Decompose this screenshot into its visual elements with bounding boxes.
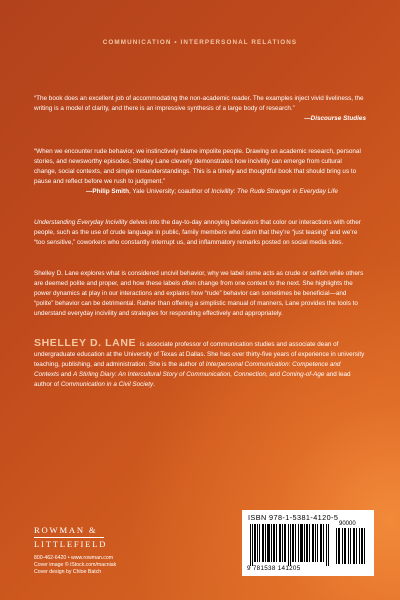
bio-book-3: Communication in a Civil Society	[60, 380, 154, 388]
review-quote-1	[34, 94, 366, 124]
bio-text-3: and lead author of	[34, 370, 351, 388]
cover-image-credit: Cover image © iStock.com/macniak	[34, 562, 117, 569]
bio-text-2: and	[59, 370, 74, 378]
review-quote-1-text: “The book does an excellent job of accommodating the non-academic reader. The examples inject vivid liveliness, the writing is a model of clarity, and there is an impressive synthesis of a large body of research.”	[34, 95, 364, 112]
publisher-logo-line-2: LITTLEFIELD	[34, 538, 108, 549]
isbn-number: ISBN 978-1-5381-4120-5	[248, 513, 339, 522]
publisher-logo-rule	[34, 537, 104, 538]
author-bio	[34, 339, 366, 390]
barcode-bars-addon	[336, 528, 366, 564]
barcode-digits: 9 781538 141205	[247, 565, 301, 572]
reviewer-book-title: Incivility: The Rude Stranger in Everyday Life	[211, 187, 338, 195]
author-name: SHELLEY D. LANE	[34, 337, 137, 349]
review-quote-2-text: “When we encounter rude behavior, we instinctively blame impolite people. Drawing on academic research, personal stories, and newsworthy episodes, Shelley Lane cleverly demonstrates how incivility can emerge from cultural change, social contexts, and simple misunderstandings. This is a timely and thoughtful book that should bring us to pause and reflect before we rush to judgment.”	[34, 148, 361, 185]
review-quote-1-source: —Discourse Studies	[304, 114, 366, 122]
reviewer-affiliation: , Yale University; coauthor of	[129, 187, 212, 195]
book-title: Understanding Everyday Incivility	[34, 219, 128, 226]
bio-text-1: is associate professor of communication studies and associate dean of undergraduate education at the University of Texas at Dallas. She has over thirty-five years of experience in university teaching, publishing, and administration. She is the author of	[34, 341, 365, 368]
isbn-barcode	[242, 510, 374, 576]
description-1-text: delves into the day-to-day annoying behaviors that color our interactions with other people, such as the use of crude language in public, family members who claim that they’re “just teasing” and we’re “too sensitive,” coworkers who constantly interrupt us, and inflammatory remarks posted on social media sites.	[34, 219, 361, 246]
publisher-logo-line-1: ROWMAN &	[34, 525, 98, 535]
description-paragraph-1	[34, 218, 366, 248]
review-quote-2-attribution	[34, 187, 366, 197]
publisher-logo	[34, 525, 107, 550]
reviewer-name: —Philip Smith	[86, 187, 129, 195]
review-quote-2	[34, 147, 366, 197]
bio-book-2: A Stirling Diary: An Intercultural Story of Communication, Connection, and Coming-of-Age	[73, 370, 325, 378]
bio-book-1: Interpersonal Communication: Competence and Contexts	[34, 360, 341, 378]
description-paragraph-2: Shelley D. Lane explores what is considered uncivil behavior, why we label some acts as crude or selfish while others are deemed polite and proper, and how these labels often change from one context to the next. She highlights the power dynamics at play in our interactions and explains how “rude” behavior can sometimes be beneficial—and “polite” behavior can be detrimental. Rather than offering a simplistic manual of manners, Lane provides the tools to understand everyday incivility and strategies for responding effectively and appropriately.	[34, 270, 364, 317]
price-code: 90000	[339, 521, 356, 527]
category-label: COMMUNICATION • INTERPERSONAL RELATIONS	[102, 39, 298, 46]
cover-design-credit: Cover design by Chloe Batch	[34, 569, 102, 576]
barcode-bars-main	[250, 524, 332, 566]
bio-text-4: .	[153, 380, 155, 388]
publisher-info	[34, 555, 116, 577]
publisher-contact: 800-462-6420 • www.rowman.com	[34, 555, 114, 561]
